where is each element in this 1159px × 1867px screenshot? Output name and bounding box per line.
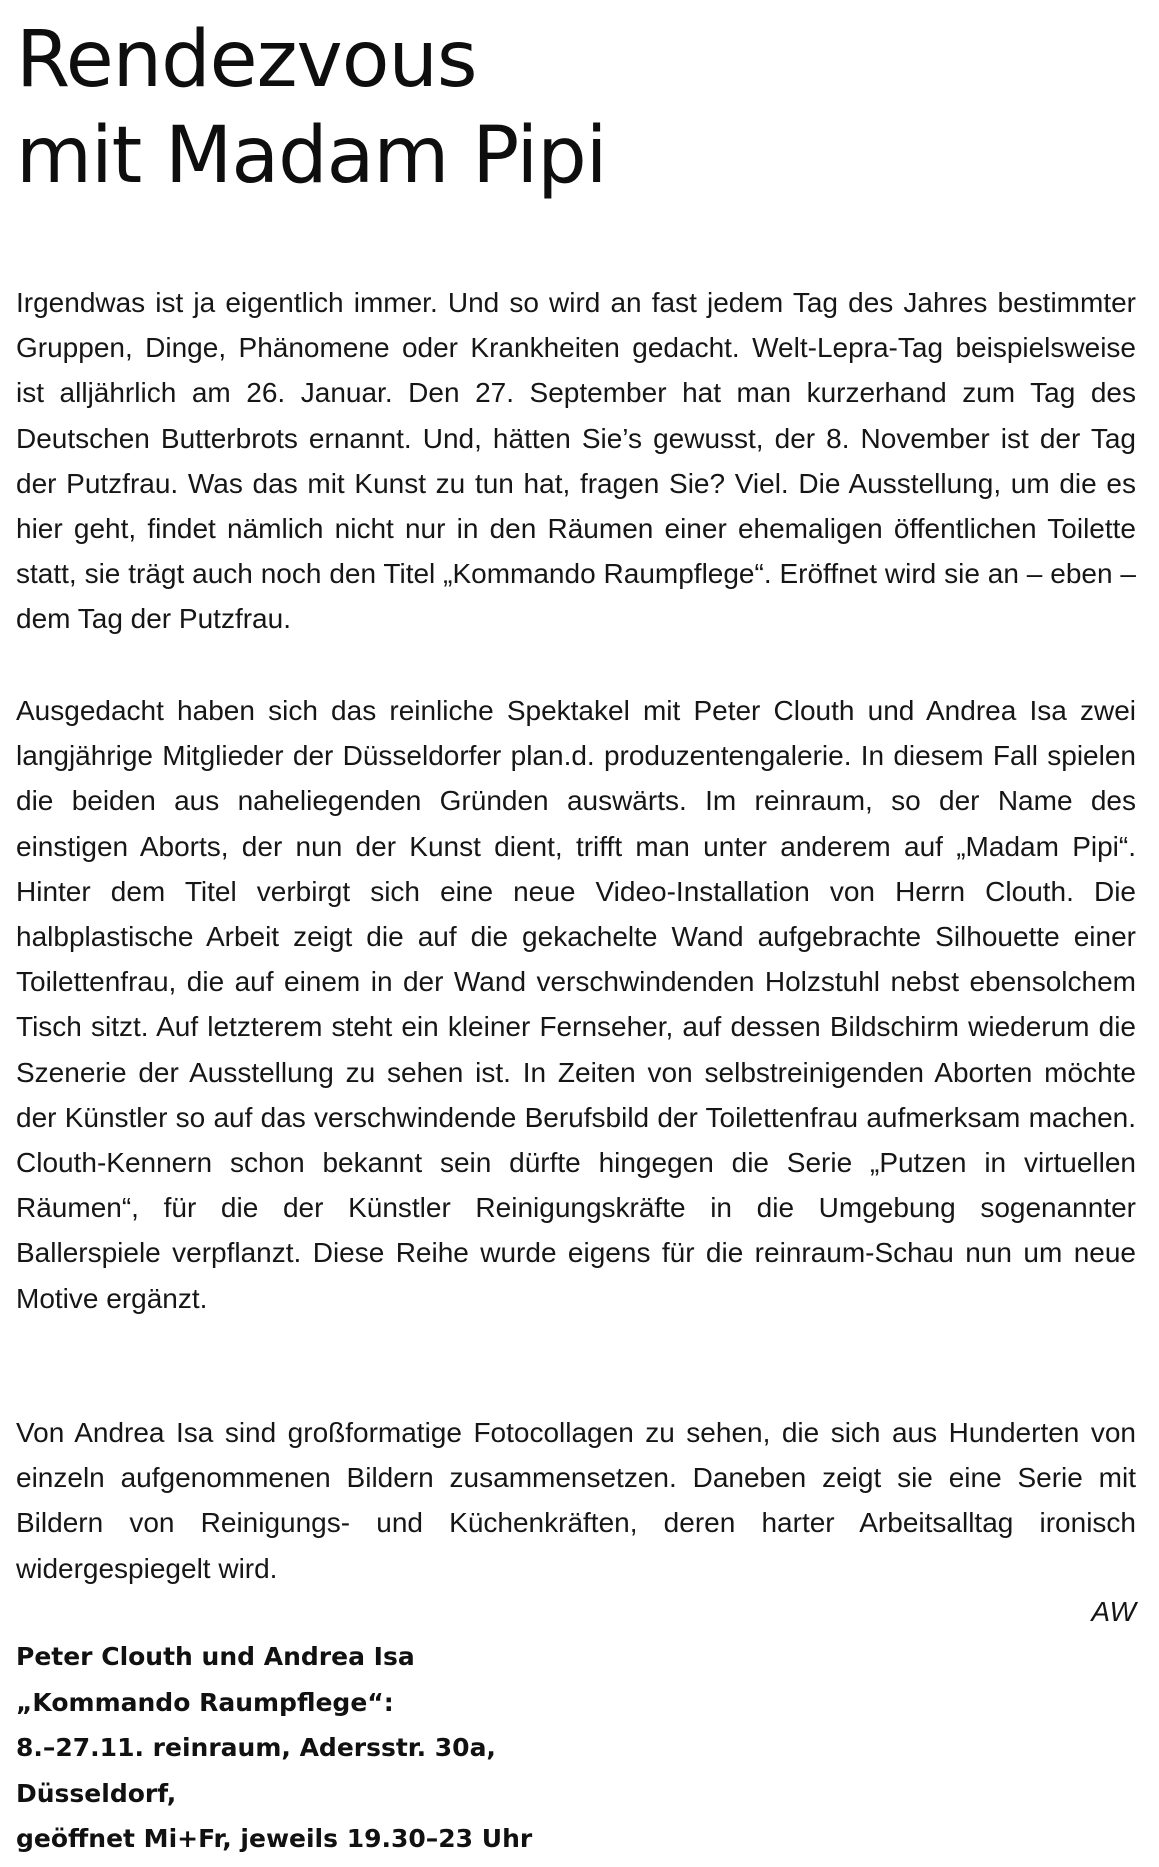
author-signature: AW xyxy=(1091,1596,1136,1627)
info-line-title: „Kommando Raumpflege“: xyxy=(16,1687,394,1717)
headline xyxy=(16,0,1136,204)
article xyxy=(16,0,1136,1853)
paragraph-2: Ausgedacht haben sich das reinliche Spektakel mit Peter Clouth und Andrea Isa zwei langjährige Mitglieder der Düsseldorfer plan.d. produzentengalerie. In diesem Fall spielen die beiden aus naheliegenden Gründen auswärts. Im reinraum, so der Name des einstigen Aborts, der nun der Kunst dient, trifft man unter anderem auf „Madam Pipi“. Hinter dem Titel verbirgt sich eine neue Video-Installation von Herrn Clouth. Die halbplastische Arbeit zeigt die auf die gekachelte Wand aufgebrachte Silhouette einer Toilettenfrau, die auf einem in der Wand verschwindenden Holzstuhl nebst ebensolchem Tisch sitzt. Auf letzterem steht ein kleiner Fernseher, auf dessen Bildschirm wiederum die Szenerie der Ausstellung zu sehen ist. In Zeiten von selbstreinigenden Aborten möchte der Künstler so auf das verschwindende Berufsbild der Toilettenfrau aufmerksam machen. Clouth-Kennern schon bekannt sein dürfte hingegen die Serie „Putzen in virtuellen Räumen“, für die der Künstler Reinigungskräfte in die Umgebung sogenannter Ballerspiele verpflanzt. Diese Reihe wurde eigens für die reinraum-Schau nun um neue Motive ergänzt. xyxy=(16,695,1136,1314)
info-line-city: Düsseldorf, xyxy=(16,1778,177,1808)
headline-line-1: Rendezvous xyxy=(16,15,477,105)
paragraph-3: Von Andrea Isa sind großformatige Fotocollagen zu sehen, die sich aus Hunderten von einzeln aufgenommenen Bildern zusammensetzen. Daneben zeigt sie eine Serie mit Bildern von Reinigungs- und Küchenkräften, deren harter Arbeitsalltag ironisch widergespiegelt wird. xyxy=(16,1417,1136,1584)
headline-line-2: mit Madam Pipi xyxy=(16,111,607,201)
paragraph-1: Irgendwas ist ja eigentlich immer. Und so wird an fast jedem Tag des Jahres bestimmter Gruppen, Dinge, Phänomene oder Krankheiten gedacht. Welt-Lepra-Tag beispielsweise ist alljährlich am 26. Januar. Den 27. September hat man kurzerhand zum Tag des Deutschen Butterbrots ernannt. Und, hätten Sie’s gewusst, der 8. November ist der Tag der Putzfrau. Was das mit Kunst zu tun hat, fragen Sie? Viel. Die Ausstellung, um die es hier geht, findet nämlich nicht nur in den Räumen einer ehemaligen öffentlichen Toilette statt, sie trägt auch noch den Titel „Kommando Raumpflege“. Eröffnet wird sie an – eben – dem Tag der Putzfrau. xyxy=(16,287,1136,635)
info-line-opening-hours: geöffnet Mi+Fr, jeweils 19.30–23 Uhr xyxy=(16,1824,533,1853)
info-line-dates-venue: 8.–27.11. reinraum, Adersstr. 30a, xyxy=(16,1733,496,1762)
info-line-artists: Peter Clouth und Andrea Isa xyxy=(16,1642,415,1671)
exhibition-info-box xyxy=(16,1634,716,1862)
